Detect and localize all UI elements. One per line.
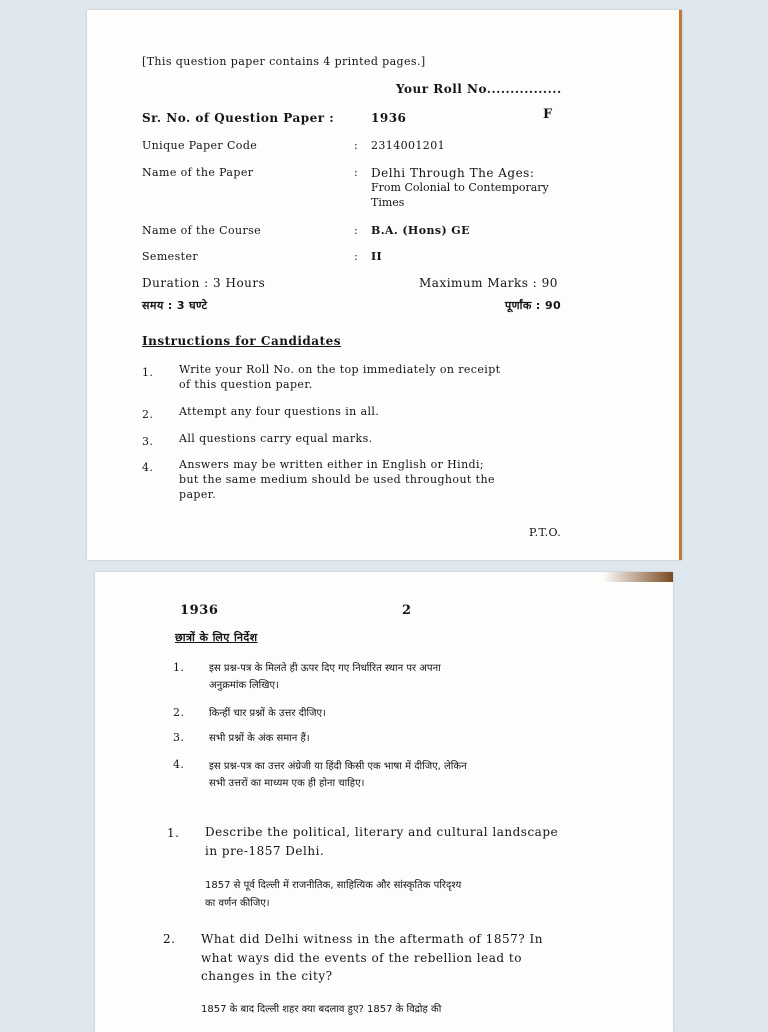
instruction-1-line1: Write your Roll No. on the top immediately on receipt — [179, 363, 501, 376]
question-1-hindi-line1: 1857 से पूर्व दिल्ली में राजनीतिक, साहित्यिक और सांस्कृतिक परिदृश्य — [205, 880, 462, 891]
hindi-instruction-4-line2: सभी उत्तरों का माध्यम एक ही होना चाहिए। — [209, 778, 365, 789]
serial-number-label: Sr. No. of Question Paper : — [142, 111, 335, 125]
instruction-4-line1: Answers may be written either in English or Hindi; — [179, 458, 485, 471]
question-paper-page-2 — [95, 572, 673, 1032]
question-2-english-line3: changes in the city? — [201, 969, 333, 983]
instruction-number: 3. — [142, 435, 154, 448]
question-paper-page-1 — [87, 10, 682, 560]
semester-label: Semester — [142, 250, 199, 263]
field-colon: : — [354, 224, 359, 237]
question-2-hindi-line1: 1857 के बाद दिल्ली शहर क्या बदलाव हुए? 1857 के विद्रोह की — [201, 1004, 442, 1015]
question-2-english-line1: What did Delhi witness in the aftermath of 1857? In — [201, 932, 543, 946]
set-code: F — [543, 107, 553, 122]
instruction-4-line2: but the same medium should be used throughout the — [179, 473, 495, 486]
question-1-english-line2: in pre-1857 Delhi. — [205, 844, 325, 858]
hindi-instruction-2: किन्हीं चार प्रश्नों के उत्तर दीजिए। — [209, 708, 326, 719]
question-1-hindi-line2: का वर्णन कीजिए। — [205, 898, 270, 909]
paper-code-value: 2314001201 — [371, 139, 445, 152]
duration-english: Duration : 3 Hours — [142, 276, 266, 290]
question-number: 2. — [163, 932, 176, 946]
hindi-instruction-number: 1. — [173, 661, 185, 674]
duration-hindi: समय : 3 घण्टे — [142, 299, 208, 312]
page-number: 2 — [402, 603, 412, 618]
paper-name-value-line2: From Colonial to Contemporary — [371, 181, 549, 194]
hindi-instruction-1-line1: इस प्रश्न-पत्र के मिलते ही ऊपर दिए गए निर्धारित स्थान पर अपना — [209, 663, 441, 674]
field-colon: : — [354, 250, 359, 263]
please-turn-over: P.T.O. — [529, 526, 562, 539]
field-colon: : — [354, 139, 359, 152]
instruction-2: Attempt any four questions in all. — [179, 405, 380, 418]
hindi-instruction-number: 4. — [173, 758, 185, 771]
instruction-3: All questions carry equal marks. — [179, 432, 373, 445]
question-1-english-line1: Describe the political, literary and cultural landscape — [205, 825, 559, 839]
question-2-english-line2: what ways did the events of the rebellion lead to — [201, 951, 522, 965]
max-marks-hindi: पूर्णांक : 90 — [505, 299, 562, 312]
field-colon: : — [354, 166, 359, 179]
instruction-number: 4. — [142, 461, 154, 474]
hindi-instruction-number: 2. — [173, 706, 185, 719]
serial-number-value: 1936 — [371, 111, 407, 125]
paper-name-label: Name of the Paper — [142, 166, 254, 179]
page-edge-shadow — [603, 572, 673, 582]
paper-code-label: Unique Paper Code — [142, 139, 258, 152]
printed-pages-note: [This question paper contains 4 printed pages.] — [142, 55, 426, 68]
hindi-instruction-number: 3. — [173, 731, 185, 744]
hindi-instructions-heading: छात्रों के लिए निर्देश — [175, 631, 258, 644]
question-number: 1. — [167, 826, 180, 840]
semester-value: II — [371, 250, 383, 263]
course-name-value: B.A. (Hons) GE — [371, 224, 470, 237]
hindi-instruction-4-line1: इस प्रश्न-पत्र का उत्तर अंग्रेजी या हिंदी किसी एक भाषा में दीजिए, लेकिन — [209, 761, 467, 772]
paper-number: 1936 — [180, 603, 219, 618]
roll-number-field: Your Roll No................ — [396, 82, 562, 96]
max-marks-english: Maximum Marks : 90 — [419, 276, 558, 290]
paper-name-value-line1: Delhi Through The Ages: — [371, 166, 535, 180]
instruction-1-line2: of this question paper. — [179, 378, 313, 391]
course-name-label: Name of the Course — [142, 224, 262, 237]
instruction-4-line3: paper. — [179, 488, 217, 501]
instruction-number: 1. — [142, 366, 154, 379]
hindi-instruction-3: सभी प्रश्नों के अंक समान हैं। — [209, 733, 310, 744]
paper-name-value-line3: Times — [371, 196, 405, 209]
hindi-instruction-1-line2: अनुक्रमांक लिखिए। — [209, 680, 279, 691]
instruction-number: 2. — [142, 408, 154, 421]
instructions-heading: Instructions for Candidates — [142, 334, 342, 348]
